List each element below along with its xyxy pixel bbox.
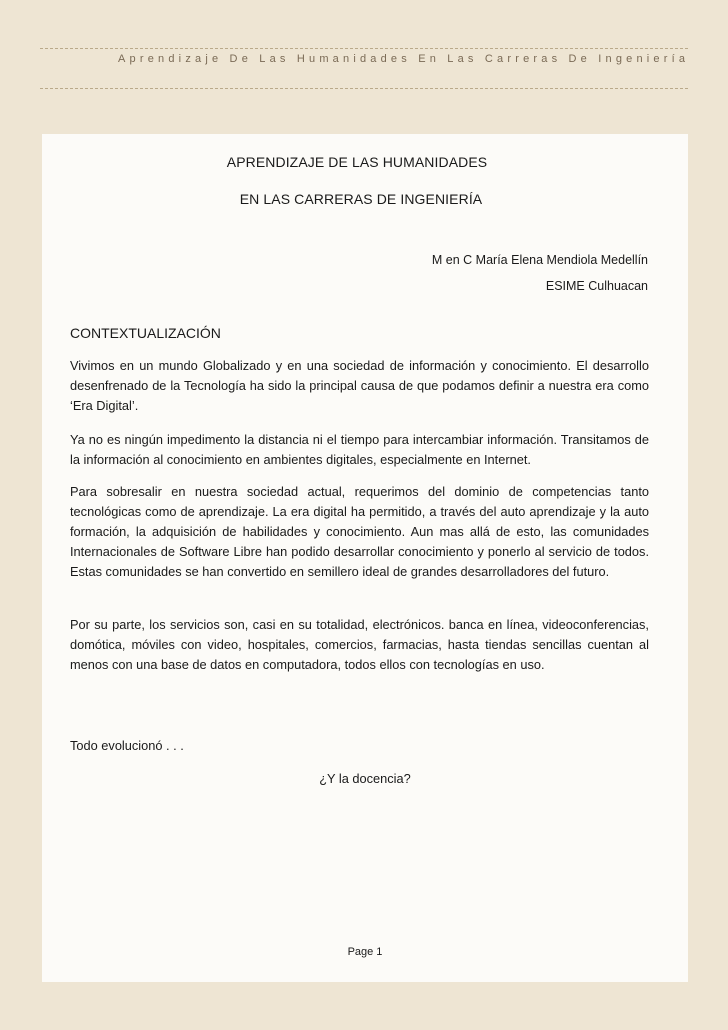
running-header: Aprendizaje De Las Humanidades En Las Carreras De Ingeniería [118,53,690,65]
paragraph-text: Vivimos en un mundo Globalizado y en una sociedad de información y conocimiento. El desarrollo desenfrenado de la Tecnología ha sido la principal causa de que podamos definir a nuestra era como ‘Era Digital’. [70,358,649,413]
document-title-line1: APRENDIZAJE DE LAS HUMANIDADES [226,154,488,170]
paragraph-3 [70,482,649,582]
paragraph-4 [70,615,649,675]
header-rule-bottom [40,88,688,89]
closing-line: Todo evolucionó . . . [70,738,184,753]
author-name: M en C María Elena Mendiola Medellín [431,253,648,267]
paragraph-text: Por su parte, los servicios son, casi en su totalidad, electrónicos. banca en línea, videoconferencias, domótica, móviles con video, hospitales, comercios, farmacias, hasta tiendas sencillas cuentan al menos con una base de datos en computadora, todos ellos con tecnologías en uso. [70,617,649,672]
paragraph-1 [70,356,649,416]
header-rule-top [40,48,688,49]
paragraph-text: Ya no es ningún impedimento la distancia ni el tiempo para intercambiar información. Transitamos de la información al conocimiento en ambientes digitales, especialmente en Internet. [70,432,649,467]
paragraph-2 [70,430,649,470]
author-affiliation: ESIME Culhuacan [545,279,648,293]
section-heading: CONTEXTUALIZACIÓN [70,325,221,341]
page-number: Page 1 [347,946,383,958]
document-page [42,134,688,982]
question-line: ¿Y la docencia? [319,771,411,786]
page-header [0,0,728,92]
paragraph-text: Para sobresalir en nuestra sociedad actual, requerimos del dominio de competencias tanto tecnológicas como de aprendizaje. La era digital ha permitido, a través del auto aprendizaje y la auto formación, la adquisición de habilidades y conocimiento. Aun mas allá de esto, las comunidades Internacionales de Software Libre han podido desarrollar conocimiento y ponerlo al servicio de todos. Estas comunidades se han convertido en semillero ideal de grandes desarrolladores del futuro. [70,484,649,579]
author-block [432,247,648,299]
document-title-line2: EN LAS CARRERAS DE INGENIERÍA [239,191,483,207]
